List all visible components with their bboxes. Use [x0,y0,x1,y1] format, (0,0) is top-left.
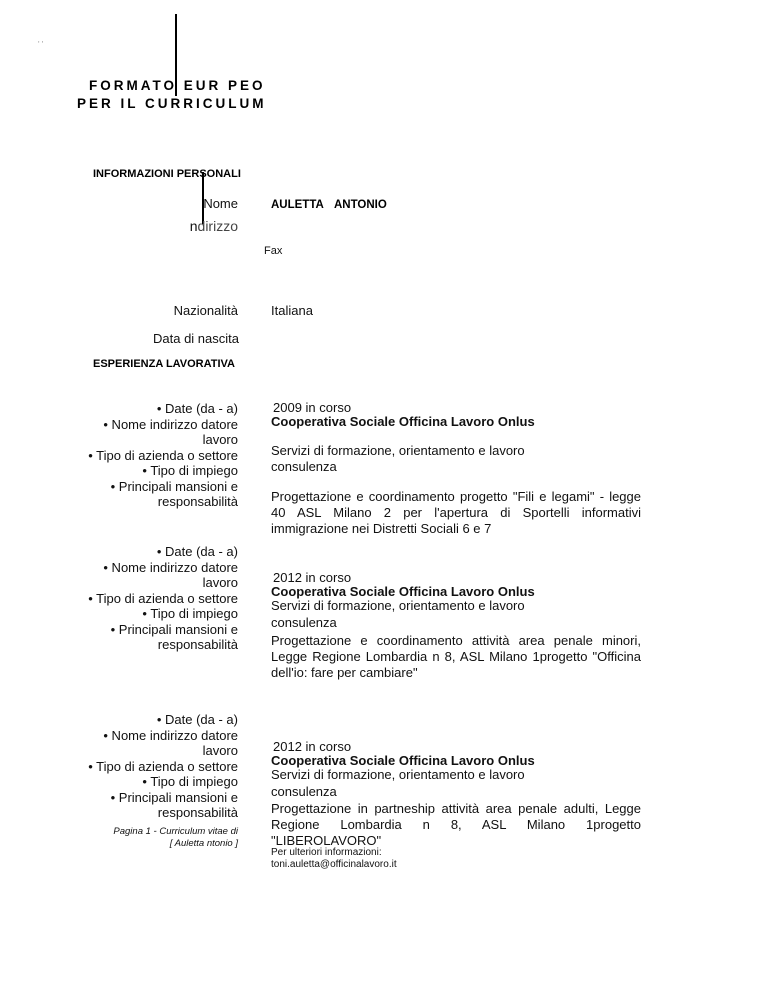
experience-duties: Progettazione e coordinamento progetto "Fili e legami" - legge 40 ASL Milano 2 per l'apertura di Sportelli informativi immigrazione nei Distretti Sociali 6 e 7 [271,489,641,536]
label-employer-cont: lavoro [202,743,238,758]
experience-employer: Cooperativa Sociale Officina Lavoro Onlus [271,753,535,768]
page-footer-line1: Pagina 1 - Curriculum vitae di [113,826,238,837]
personal-info-section-title: INFORMAZIONI PERSONALI [93,168,241,180]
label-duties: • Principali mansioni e [110,789,238,805]
label-duties: • Principali mansioni e [110,621,238,637]
label-job-type: • Tipo di impiego [142,606,238,621]
address-label [190,218,238,234]
experience-period: 2012 in corso [273,570,352,585]
firstname-value: ANTONIO [334,199,387,211]
contact-info-line1: Per ulteriori informazioni: [271,847,382,858]
experience-sector: Servizi di formazione, orientamento e lavoro [271,598,525,613]
label-sector: • Tipo di azienda o settore [88,758,238,774]
experience-period: 2009 in corso [273,400,352,415]
experience-labels [80,544,238,653]
experience-sector: Servizi di formazione, orientamento e lavoro [271,767,525,782]
experience-duties: Progettazione in partneship attività area penale adulti, Legge Regione Lombardia n 8, ASL Milano 1progetto "LIBEROLAVORO" [271,801,641,848]
label-job-type: • Tipo di impiego [142,774,238,789]
nationality-label: Nazionalità [173,303,238,318]
contact-email: toni.auletta@officinalavoro.it [271,859,397,870]
label-duties-cont: responsabilità [157,637,238,652]
experience-period: 2012 in corso [273,739,352,754]
label-sector: • Tipo di azienda o settore [88,590,238,606]
page-footer [80,826,238,850]
cv-title-line2: PER IL CURRICULUM [77,96,267,111]
label-employer-cont: lavoro [202,432,238,447]
label-dates: • Date (da - a) [156,712,238,727]
label-duties-cont: responsabilità [157,805,238,820]
label-employer: • Nome indirizzo datore [103,727,238,743]
experience-sector: Servizi di formazione, orientamento e lavoro [271,443,525,458]
experience-job-type: consulenza [271,615,337,630]
cv-title-line1: FORMATO EUR PEO [89,78,266,93]
experience-employer: Cooperativa Sociale Officina Lavoro Onlus [271,414,535,429]
label-sector: • Tipo di azienda o settore [88,447,238,463]
label-employer: • Nome indirizzo datore [103,559,238,575]
experience-job-type: consulenza [271,459,337,474]
corner-mark: ' ' [38,40,44,49]
label-employer: • Nome indirizzo datore [103,416,238,432]
experience-duties: Progettazione e coordinamento attività area penale minori, Legge Regione Lombardia n 8, ASL Milano 1progetto "Officina dell'io: fare per cambiare" [271,633,641,680]
experience-labels [80,712,238,821]
label-dates: • Date (da - a) [156,544,238,559]
nationality-value: Italiana [271,303,313,318]
page-footer-line2: [ Auletta ntonio ] [169,838,238,849]
label-employer-cont: lavoro [202,575,238,590]
birth-date-label: Data di nascita [153,331,239,346]
surname-value: AULETTA [271,199,324,211]
contact-info [271,847,397,871]
label-dates: • Date (da - a) [156,401,238,416]
experience-section-title: ESPERIENZA LAVORATIVA [93,358,235,370]
address-label-first: n [189,218,198,234]
experience-labels [80,401,238,510]
label-duties: • Principali mansioni e [110,478,238,494]
experience-employer: Cooperativa Sociale Officina Lavoro Onlus [271,584,535,599]
name-label: Nome [203,196,238,211]
experience-job-type: consulenza [271,784,337,799]
address-label-rest: dirizzo [197,218,238,234]
label-duties-cont: responsabilità [157,494,238,509]
fax-label: Fax [264,245,283,257]
label-job-type: • Tipo di impiego [142,463,238,478]
